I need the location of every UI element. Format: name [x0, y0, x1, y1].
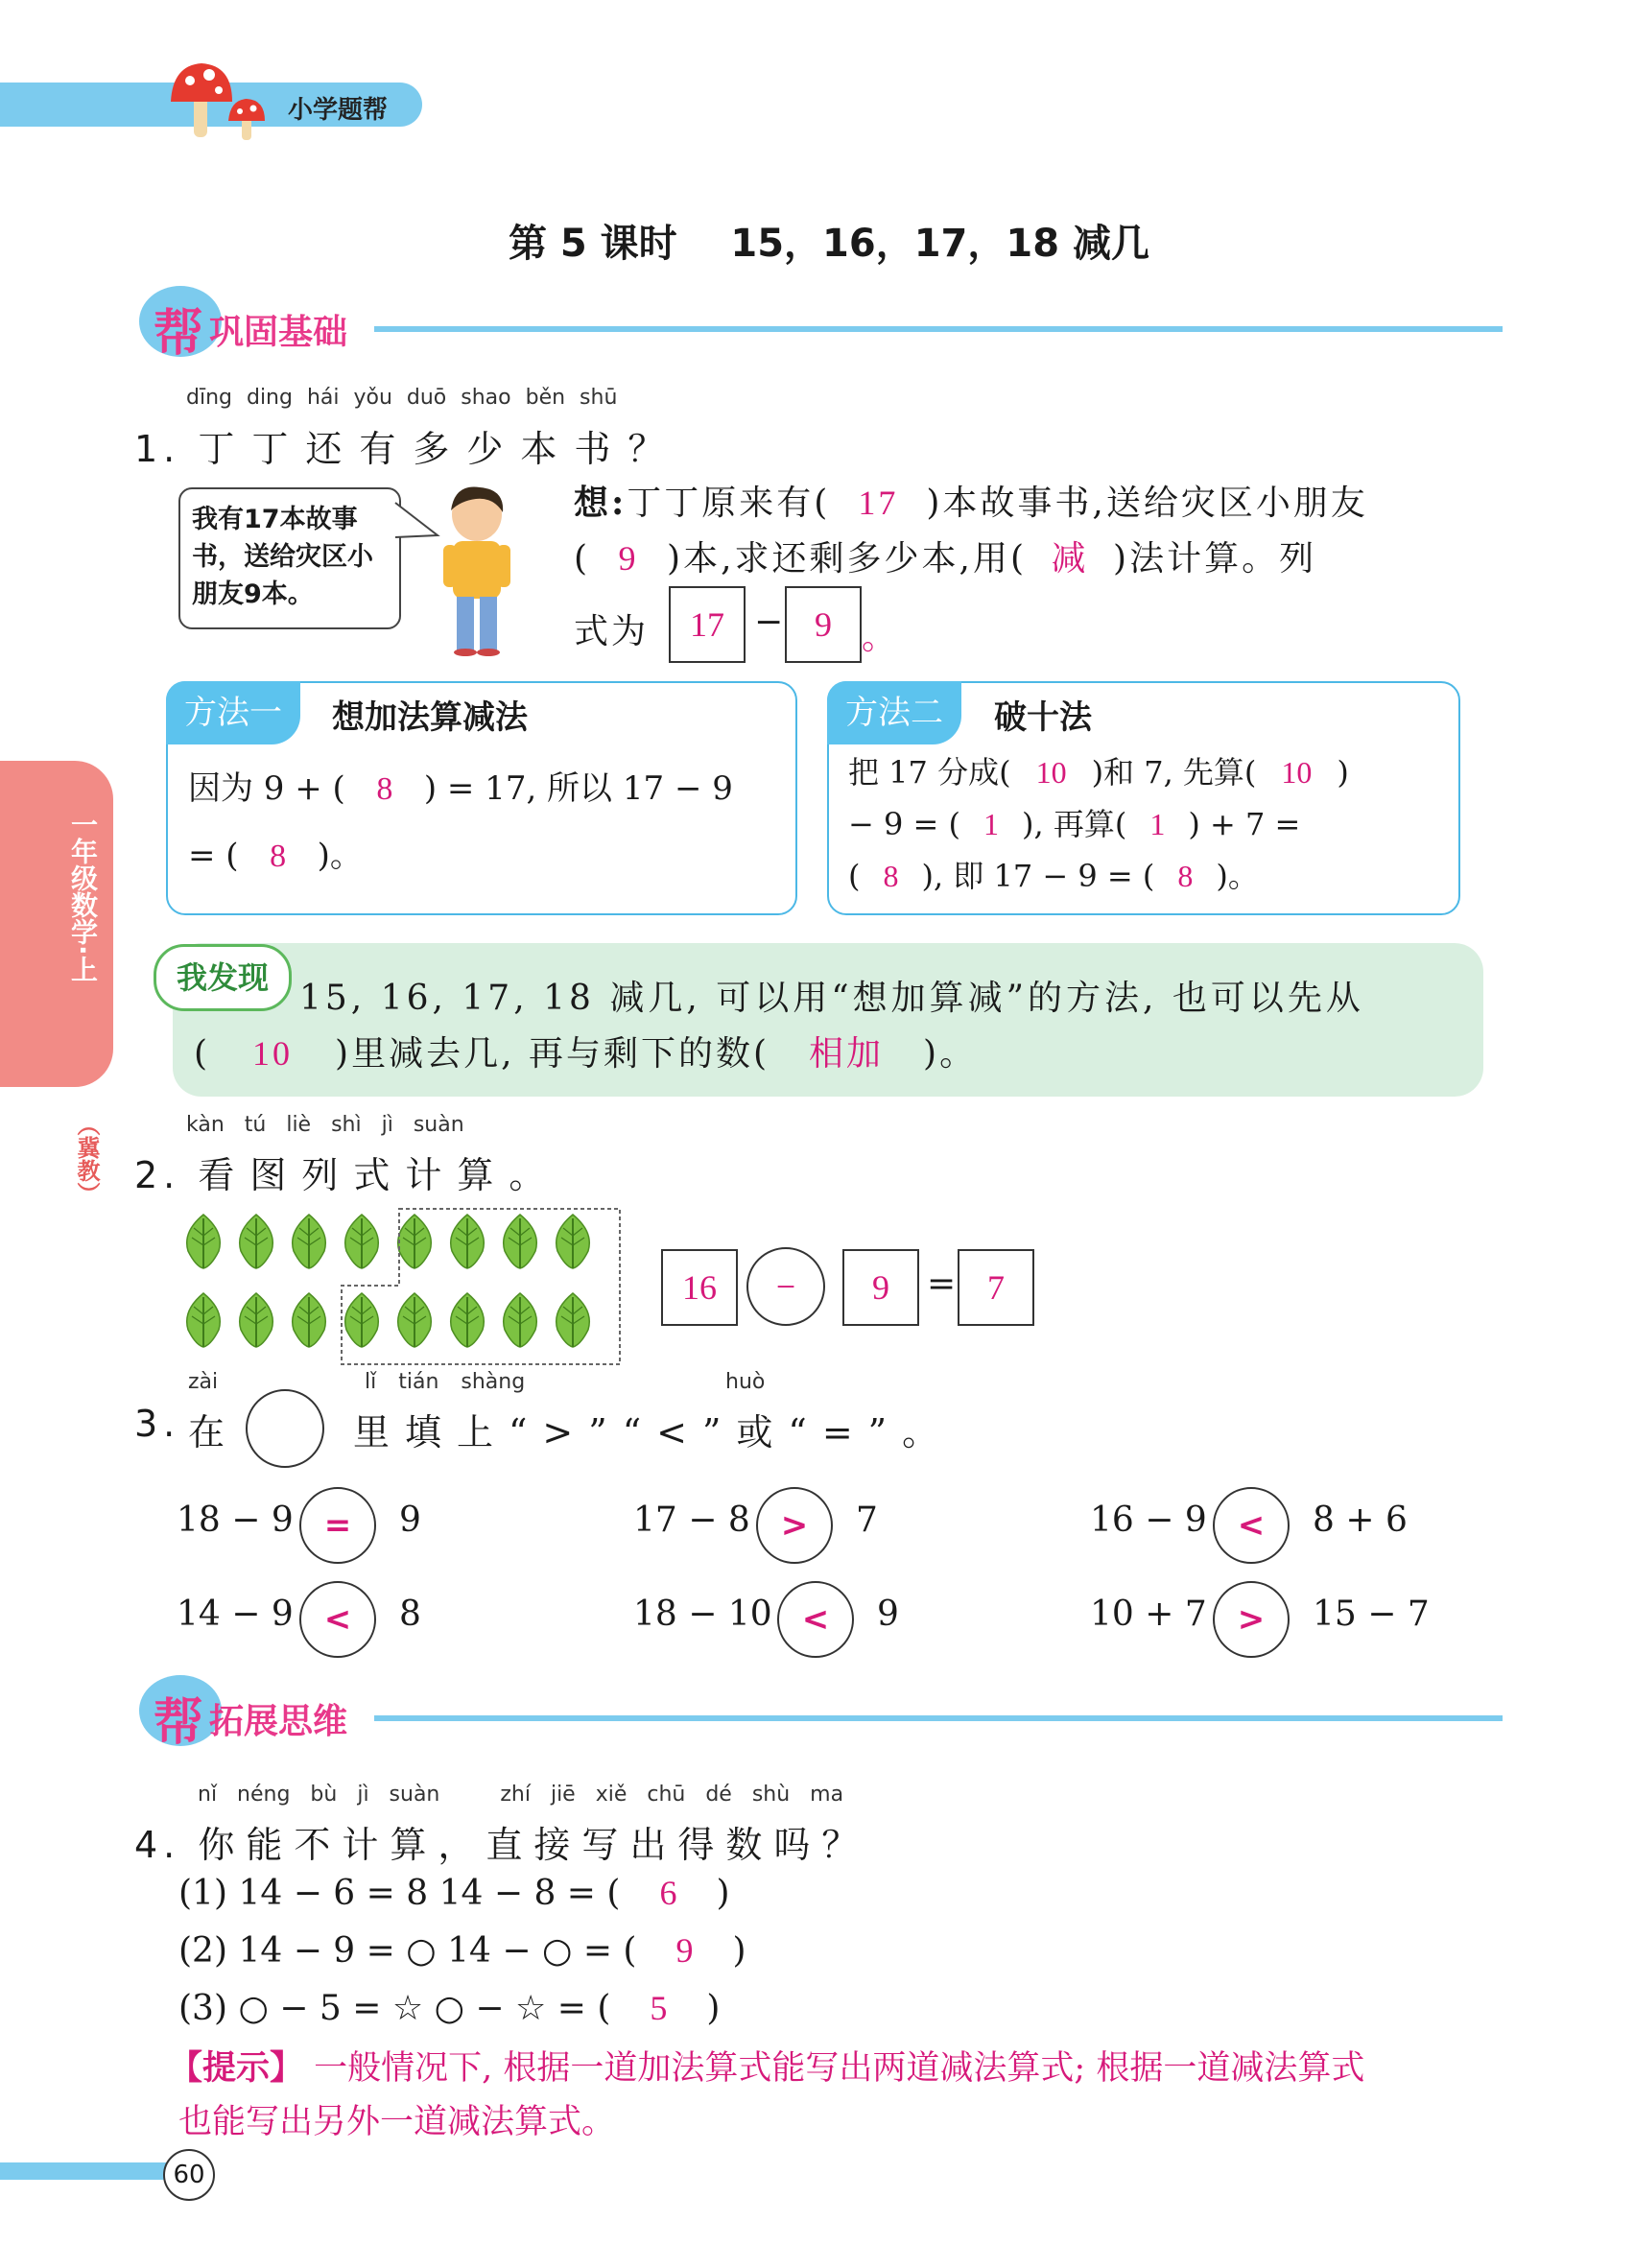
ans-op: 减 [1051, 539, 1089, 578]
q3-answer-circle[interactable]: < [1213, 1487, 1290, 1564]
q3-answer-circle[interactable]: > [756, 1487, 833, 1564]
m2-ans5: 8 [883, 859, 899, 893]
q4-line-3: (3) ○ − 5 = ☆ ○ − ☆ = ( 5 ) [178, 1989, 721, 2028]
q3-text-b: 里填上“>”“<”或“=”。 [353, 1411, 955, 1453]
q3-pinyin-3: huò [725, 1370, 766, 1394]
ans-given: 9 [618, 539, 639, 578]
brand-label: 小学题帮 [288, 96, 389, 125]
q1-text: 丁丁还有多少本书？ [198, 428, 682, 470]
q3-left-expr: 18 − 10 [633, 1595, 772, 1634]
q3-pinyin-1: zài [188, 1370, 219, 1394]
section-rule [374, 326, 1503, 332]
discover-line-2: ( 10 )里减去几, 再与剩下的数( 相加 )。 [194, 1027, 977, 1075]
sidebar-edition: （冀教） [73, 1113, 100, 1205]
leaf-icon [235, 1213, 277, 1270]
section-prefix-2: 帮 [154, 1694, 204, 1752]
q2-op-circle: − [746, 1247, 825, 1326]
m1-ans2: 8 [270, 839, 287, 874]
m2-ans2: 10 [1281, 755, 1313, 790]
q3-right-expr: 8 [399, 1595, 421, 1634]
m2-ans6: 8 [1177, 859, 1194, 893]
q4-line-1: (1) 14 − 6 = 8 14 − 8 = ( 6 ) [178, 1874, 730, 1913]
method2-line-1: 把 17 分成( 10 )和 7, 先算( 10 ) [848, 754, 1349, 791]
ans-total: 17 [858, 484, 899, 522]
q3-answer-circle[interactable]: = [299, 1487, 376, 1564]
method2-name: 破十法 [994, 698, 1092, 737]
method1-line-1: 因为 9 + ( 8 ) = 17, 所以 17 − 9 [188, 769, 733, 808]
m2-ans1: 10 [1035, 755, 1067, 790]
section-prefix: 帮 [154, 305, 204, 363]
section-rule-2 [374, 1715, 1503, 1721]
q2-pinyin: kàn tú liè shì jì suàn [186, 1113, 464, 1137]
q4-hint-line-2: 也能写出另外一道减法算式。 [178, 2103, 616, 2141]
q1-pinyin: dīng ding hái yǒu duō shao běn shū [186, 386, 618, 410]
method2-line-2: − 9 = ( 1 ), 再算( 1 ) + 7 = [848, 806, 1301, 842]
section-title-expand: 拓展思维 [209, 1702, 348, 1741]
q3-right-expr: 7 [856, 1500, 878, 1540]
page-title: 第 5 课时 15，16，17，18 减几 [509, 222, 1149, 266]
mushroom-icon [163, 56, 278, 147]
formula-box-b: 9 [785, 586, 862, 663]
q4-ans1: 6 [659, 1874, 677, 1912]
section-title-consolidate: 巩固基础 [209, 313, 348, 352]
q3-right-expr: 9 [399, 1500, 421, 1540]
method2-tag: 方法二 [827, 681, 961, 744]
q2-box-a: 16 [661, 1249, 738, 1326]
formula-box-a: 17 [669, 586, 746, 663]
q3-example-circle [246, 1389, 324, 1468]
m2-ans4: 1 [1149, 807, 1166, 841]
boy-figure [434, 484, 520, 656]
bubble-text: 我有17本故事书，送给灾区小朋友9本。 [192, 505, 373, 609]
formula-end: 。 [862, 618, 897, 656]
q4-hint-line-1: 【提示】 一般情况下, 根据一道加法算式能写出两道减法算式; 根据一道减法算式 [169, 2048, 1365, 2088]
q3-pinyin-2: lǐ tián shàng [365, 1370, 526, 1394]
q1-number: 1. [134, 428, 181, 470]
q4-ans3: 5 [650, 1989, 668, 2027]
q2-equals: = [927, 1264, 957, 1304]
q3-text-a: 在 [188, 1411, 231, 1453]
q2-question [134, 1146, 560, 1198]
q3-right-expr: 8 + 6 [1313, 1500, 1408, 1540]
sidebar-grade: 一年级数学·上 [67, 811, 99, 982]
leaf-icon [288, 1291, 330, 1349]
think-line-1: 想:丁丁原来有( 17 )本故事书,送给灾区小朋友 [574, 483, 1368, 523]
q2-text: 看图列式计算。 [198, 1154, 561, 1196]
q3-answer-circle[interactable]: < [777, 1581, 854, 1658]
q3-answer-circle[interactable]: > [1213, 1581, 1290, 1658]
think-line-2: ( 9 )本,求还剩多少本,用( 减 )法计算。列 [574, 532, 1316, 580]
removed-leaves-outline [336, 1205, 624, 1368]
q4-line-2: (2) 14 − 9 = ○ 14 − ○ = ( 9 ) [178, 1931, 746, 1971]
leaf-icon [235, 1291, 277, 1349]
method1-line-2: = ( 8 )。 [188, 837, 363, 875]
hint-tag: 【提示】 [169, 2048, 304, 2088]
q2-box-result: 7 [958, 1249, 1034, 1326]
q3-left-expr: 16 − 9 [1090, 1500, 1207, 1540]
method1-name: 想加法算减法 [332, 698, 528, 737]
disc-ans1: 10 [252, 1034, 294, 1073]
q4-text: 你能不计算，直接写出得数吗？ [198, 1824, 870, 1866]
q1-question [134, 419, 681, 472]
formula-op: − [754, 602, 784, 642]
q3-right-expr: 9 [877, 1595, 899, 1634]
q4-ans2: 9 [675, 1931, 694, 1970]
m1-ans1: 8 [376, 771, 393, 807]
q4-pinyin: nǐ néng bù jì suàn zhí jiē xiě chū dé shù ma [198, 1783, 844, 1807]
q3-left-expr: 17 − 8 [633, 1500, 750, 1540]
leaf-icon [182, 1213, 225, 1270]
m2-ans3: 1 [983, 807, 999, 841]
think-label: 想: [574, 483, 628, 523]
think-line-3-label: 式为 [574, 612, 650, 651]
q4-number: 4. [134, 1824, 181, 1866]
q3-left-expr: 10 + 7 [1090, 1595, 1207, 1634]
q3-left-expr: 18 − 9 [177, 1500, 294, 1540]
method2-line-3: ( 8 ), 即 17 − 9 = ( 8 )。 [848, 858, 1259, 894]
page-number: 60 [163, 2149, 215, 2201]
disc-ans2: 相加 [809, 1034, 885, 1073]
q3-number: 3. [134, 1403, 181, 1445]
discover-tag: 我发现 [154, 944, 292, 1011]
leaf-icon [182, 1291, 225, 1349]
q3-left-expr: 14 − 9 [177, 1595, 294, 1634]
method1-tag: 方法一 [166, 681, 300, 744]
q2-number: 2. [134, 1154, 181, 1196]
leaf-icon [288, 1213, 330, 1270]
q2-box-b: 9 [842, 1249, 919, 1326]
q3-right-expr: 15 − 7 [1313, 1595, 1430, 1634]
q3-answer-circle[interactable]: < [299, 1581, 376, 1658]
q4-question [134, 1815, 869, 1868]
discover-line-1: 15, 16, 17, 18 减几, 可以用“想加算减”的方法, 也可以先从 [299, 979, 1364, 1018]
